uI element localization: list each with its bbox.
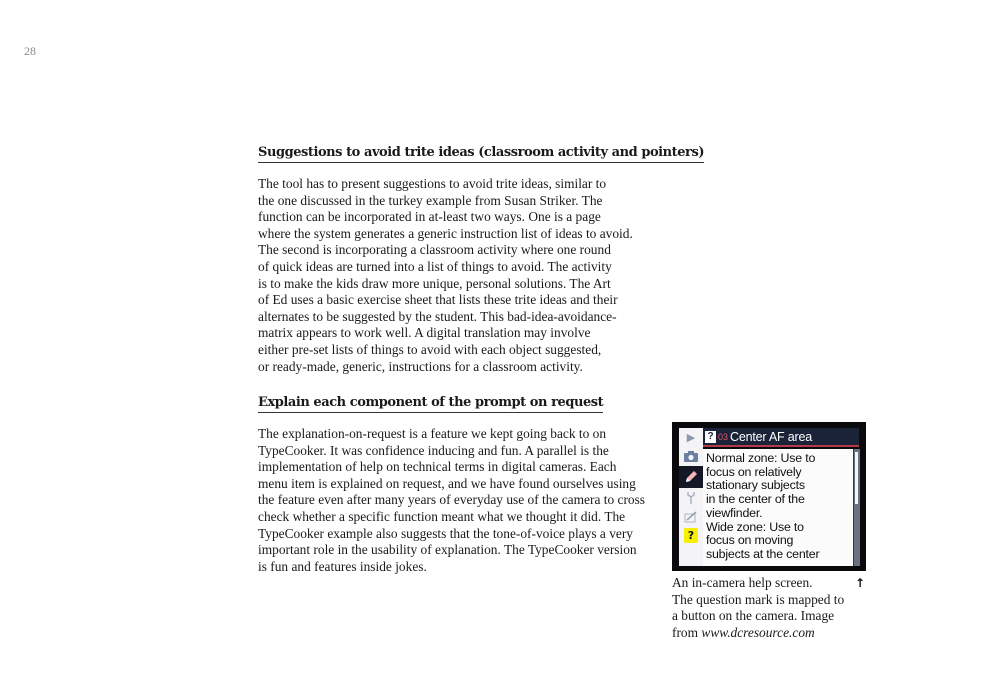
text-line: The explanation-on-request is a feature we kept going back to on bbox=[258, 426, 607, 441]
text-line: the feature even after many years of everyday use of the camera to cross bbox=[258, 492, 646, 508]
help-line: in the center of the bbox=[706, 492, 805, 507]
paragraph-explain-prompt bbox=[258, 426, 658, 575]
text-line: The second is incorporating a classroom activity where one round bbox=[258, 242, 611, 258]
camera-help-text bbox=[703, 449, 853, 566]
camera-menu-sidebar bbox=[679, 428, 703, 566]
text-line: check whether a specific function meant what we thought it did. The bbox=[258, 508, 626, 524]
help-icon bbox=[679, 526, 703, 545]
text-line: alternates to be suggested by the student. This bad-idea-avoidance- bbox=[258, 308, 617, 324]
help-line: Wide zone: Use to bbox=[706, 519, 804, 534]
text-line: TypeCooker example also suggests that the tone-of-voice plays a very bbox=[258, 525, 634, 541]
text-line: function can be incorporated in at-least two ways. One is a page bbox=[258, 209, 601, 225]
text-line: either pre-set lists of things to avoid with each object suggested, bbox=[258, 341, 602, 357]
text-line: of Ed uses a basic exercise sheet that lists these trite ideas and their bbox=[258, 292, 618, 308]
camera-menu-title: Center AF area bbox=[730, 429, 812, 444]
camera-title-bar bbox=[703, 428, 859, 447]
figure-caption bbox=[672, 575, 872, 641]
text-line: matrix appears to work well. A digital translation may involve bbox=[258, 325, 591, 341]
text-line: menu item is explained on request, and we have found ourselves using bbox=[258, 475, 636, 491]
text-line: important role in the usability of explanation. The TypeCooker version bbox=[258, 542, 637, 558]
help-badge: ? bbox=[705, 431, 716, 443]
caption-source-prefix: from bbox=[672, 624, 702, 640]
section-heading-trite-ideas bbox=[258, 143, 705, 163]
caption-line: The question mark is mapped to bbox=[672, 591, 845, 607]
caption-line bbox=[672, 625, 872, 642]
help-line: focus on moving bbox=[706, 533, 794, 548]
page-number: 28 bbox=[24, 44, 36, 58]
help-line: subjects at the center bbox=[706, 546, 820, 561]
text-line: The tool has to present suggestions to avoid trite ideas, similar to bbox=[258, 176, 607, 191]
text-line: where the system generates a generic instruction list of ideas to avoid. bbox=[258, 225, 633, 241]
text-line: implementation of help on technical terms in digital cameras. Each bbox=[258, 459, 617, 475]
text-line: of quick ideas are turned into a list of things to avoid. The activity bbox=[258, 258, 612, 274]
menu-number: 03 bbox=[718, 431, 729, 442]
camera-icon bbox=[679, 447, 703, 466]
caption-source-link[interactable]: www.dcresource.com bbox=[701, 624, 815, 640]
section-heading-explain-prompt bbox=[258, 393, 658, 413]
text-line: or ready-made, generic, instructions for a classroom activity. bbox=[258, 358, 583, 374]
help-line: Normal zone: Use to bbox=[706, 451, 816, 465]
help-line: viewfinder. bbox=[706, 505, 763, 520]
camera-help-screen-image bbox=[672, 422, 866, 571]
up-arrow-icon[interactable]: ↑ bbox=[855, 576, 866, 590]
caption-line: An in-camera help screen. bbox=[672, 575, 813, 590]
recent-settings-icon bbox=[679, 507, 703, 526]
text-line: TypeCooker. It was confidence inducing and fun. A parallel is the bbox=[258, 442, 609, 458]
text-line: is to make the kids draw more unique, personal solutions. The Art bbox=[258, 275, 611, 291]
pencil-icon bbox=[679, 466, 703, 488]
help-key: ? bbox=[684, 528, 698, 543]
wrench-icon bbox=[679, 488, 703, 507]
text-line: is fun and features inside jokes. bbox=[258, 558, 427, 574]
camera-scrollbar bbox=[853, 449, 860, 566]
camera-scrollbar-thumb bbox=[855, 452, 858, 504]
play-icon: ▶ bbox=[686, 431, 696, 444]
help-line: focus on relatively bbox=[706, 464, 802, 479]
heading-text: Explain each component of the prompt on request bbox=[258, 395, 603, 413]
text-line: the one discussed in the turkey example from Susan Striker. The bbox=[258, 192, 603, 208]
caption-line: a button on the camera. Image bbox=[672, 608, 835, 624]
help-line: stationary subjects bbox=[706, 478, 805, 493]
heading-text: Suggestions to avoid trite ideas (classroom activity and pointers) bbox=[258, 145, 704, 163]
paragraph-trite-ideas bbox=[258, 176, 658, 375]
